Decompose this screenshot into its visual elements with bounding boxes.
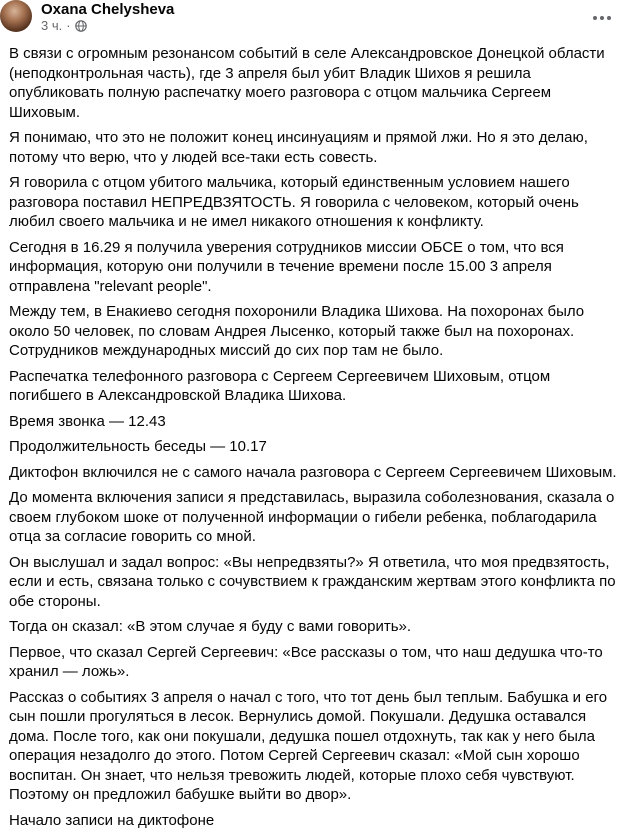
post-header	[0, 0, 630, 40]
post-paragraph: Я понимаю, что это не положит конец инсинуациям и прямой лжи. Но я это делаю, потому что верю, что у людей все-таки есть совесть.	[9, 129, 588, 166]
post-paragraph: Я говорила с отцом убитого мальчика, который единственным условием нашего разговора поставил НЕПРЕДВЗЯТОСТЬ. Я говорила с человеком, который очень любил своего мальчика и не имел никакого отношения к конфликту.	[9, 174, 579, 230]
post-paragraph: Сегодня в 16.29 я получила уверения сотрудников миссии ОБСЕ о том, что вся информация, которую они получили в течение времени после 15.00 3 апреля отправлена "relevant people".	[9, 238, 564, 295]
post-paragraph: Рассказ о событиях 3 апреля о начал с того, что тот день был теплым. Бабушка и его сын пошли прогуляться в лесок. Вернулись домой. Покушали. Дедушка оставался дома. После того, как они покушали, дедушка пошел отдохнуть, так как у него была операция незадолго до этого. Потом Сергей Сергеевич сказал: «Мой сын хорошо воспитан. Он знает, что нельзя тревожить людей, которые плохо себя чувствуют. Поэтому он предложил бабушке выйти во двор».	[9, 688, 608, 803]
post-paragraph: Тогда он сказал: «В этом случае я буду с вами говорить».	[9, 618, 412, 635]
post-paragraph: В связи с огромным резонансом событий в селе Александровское Донецкой области (неподконтрольная часть), где 3 апреля был убит Владик Шихов я решила опубликовать полную распечатку моего разговора с отцом мальчика Сергеем Шиховым.	[9, 45, 605, 121]
post-timestamp[interactable]: 3 ч.	[41, 18, 63, 33]
post-meta	[41, 18, 87, 34]
post-body	[9, 44, 621, 836]
post-paragraph: До момента включения записи я представилась, выразила соболезнования, сказала о своем глубоком шоке от полученной информации о гибели ребенка, поблагодарила отца за согласие говорить со мной.	[9, 489, 615, 545]
post-paragraph: Начало записи на диктофоне	[9, 811, 215, 829]
globe-icon[interactable]	[75, 20, 87, 32]
more-options-icon[interactable]	[588, 8, 616, 28]
post-paragraph: Время звонка — 12.43	[9, 412, 166, 430]
avatar[interactable]	[0, 0, 32, 32]
post-paragraph: Он выслушал и задал вопрос: «Вы непредвзяты?» Я ответила, что моя предвзятость, если и есть, связана только с сочувствием к гражданским жертвам этого конфликта по обе стороны.	[9, 553, 616, 610]
post-paragraph: Распечатка телефонного разговора с Сергеем Сергеевичем Шиховым, отцом погибшего в Александровской Владика Шихова.	[9, 367, 551, 404]
meta-separator: ·	[66, 18, 71, 33]
post-paragraph: Диктофон включился не с самого начала разговора с Сергеем Сергеевичем Шиховым.	[9, 463, 617, 481]
post-paragraph: Первое, что сказал Сергей Сергеевич: «Все рассказы о том, что наш дедушка что-то хранил — ложь».	[9, 643, 603, 680]
post-paragraph: Продолжительность беседы — 10.17	[9, 438, 267, 455]
post-paragraph: Между тем, в Енакиево сегодня похоронили Владика Шихова. На похоронах было около 50 человек, по словам Андрея Лысенко, который также был на похоронах. Сотрудников международных миссий до сих пор там не было.	[9, 303, 585, 359]
author-name[interactable]: Oxana Chelysheva	[41, 1, 175, 18]
